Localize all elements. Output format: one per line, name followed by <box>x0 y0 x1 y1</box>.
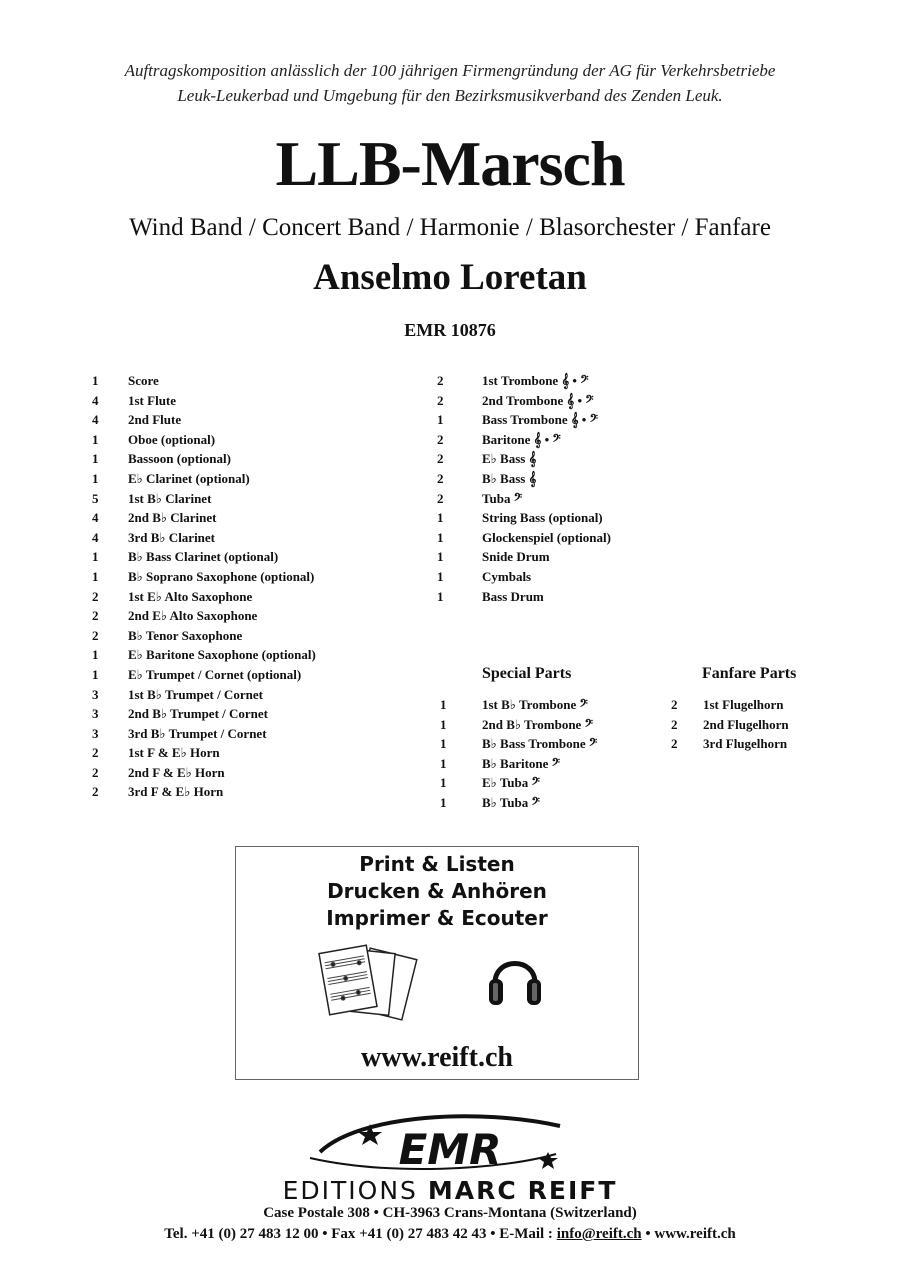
part-row <box>440 773 640 793</box>
part-quantity: 1 <box>92 647 99 663</box>
part-quantity: 2 <box>437 490 444 506</box>
part-quantity: 1 <box>92 431 99 447</box>
part-quantity: 3 <box>92 686 99 702</box>
part-row <box>437 449 657 469</box>
part-name: B♭ Tenor Saxophone <box>128 627 243 643</box>
part-quantity: 4 <box>92 510 99 526</box>
part-quantity: 1 <box>437 549 444 565</box>
part-row <box>437 528 657 548</box>
part-quantity: 2 <box>437 392 444 408</box>
part-name: Cymbals <box>482 568 532 584</box>
commission-line-2: Leuk-Leukerbad und Umgebung für den Bezirksmusikverband des Zenden Leuk. <box>177 86 723 105</box>
commission-line-1: Auftragskomposition anlässlich der 100 jährigen Firmengründung der AG für Verkehrsbetriebe <box>124 61 776 80</box>
part-quantity: 1 <box>437 588 444 604</box>
part-row <box>440 715 640 735</box>
part-row <box>92 508 392 528</box>
contact-website: • www.reift.ch <box>641 1226 736 1242</box>
contact-email-link[interactable]: info@reift.ch <box>556 1226 642 1242</box>
part-row <box>671 695 831 715</box>
fanfare-parts-list <box>671 695 831 754</box>
part-name: E♭ Bass 𝄞 <box>482 451 537 467</box>
part-row <box>92 763 392 783</box>
part-quantity: 5 <box>92 490 99 506</box>
part-quantity: 1 <box>92 549 99 565</box>
part-row <box>92 371 392 391</box>
part-name: Bass Drum <box>482 588 544 604</box>
instrumentation-list-right <box>437 371 657 606</box>
part-quantity: 1 <box>440 716 447 732</box>
part-name: Glockenspiel (optional) <box>482 529 611 545</box>
part-row <box>92 528 392 548</box>
part-row <box>92 782 392 802</box>
part-name: 1st F & E♭ Horn <box>128 745 220 761</box>
part-row <box>437 547 657 567</box>
part-row <box>92 606 392 626</box>
emr-logo <box>300 1108 600 1180</box>
part-quantity: 2 <box>671 736 678 752</box>
part-name: E♭ Trumpet / Cornet (optional) <box>128 666 302 682</box>
part-quantity: 2 <box>92 627 99 643</box>
part-quantity: 4 <box>92 392 99 408</box>
part-quantity: 1 <box>92 666 99 682</box>
promo-line-print-listen: Print & Listen <box>359 852 515 876</box>
part-quantity: 1 <box>440 755 447 771</box>
part-name: B♭ Soprano Saxophone (optional) <box>128 568 315 584</box>
part-row <box>92 704 392 724</box>
special-parts-list <box>440 695 640 813</box>
publisher-address: Case Postale 308 • CH-3963 Crans-Montana (Switzerland) <box>263 1205 637 1221</box>
special-parts-heading: Special Parts <box>482 665 572 682</box>
part-quantity: 4 <box>92 529 99 545</box>
part-name: B♭ Bass Trombone 𝄢 <box>482 736 598 752</box>
part-name: Baritone 𝄞 • 𝄢 <box>482 431 561 447</box>
part-name: 2nd Flugelhorn <box>703 716 789 732</box>
part-quantity: 2 <box>92 745 99 761</box>
instrumentation-list-left <box>92 371 392 802</box>
part-name: 2nd B♭ Trumpet / Cornet <box>128 706 268 722</box>
part-name: E♭ Tuba 𝄢 <box>482 775 540 791</box>
print-listen-box[interactable] <box>235 846 639 1080</box>
part-row <box>92 743 392 763</box>
publisher-contact <box>0 1224 900 1244</box>
part-quantity: 1 <box>437 412 444 428</box>
publisher-name <box>0 1176 900 1206</box>
ensemble-subtitle: Wind Band / Concert Band / Harmonie / Blasorchester / Fanfare <box>129 214 771 241</box>
part-name: Oboe (optional) <box>128 431 216 447</box>
part-name: 2nd B♭ Clarinet <box>128 510 217 526</box>
part-row <box>92 469 392 489</box>
part-quantity: 2 <box>437 470 444 486</box>
part-name: B♭ Bass Clarinet (optional) <box>128 549 279 565</box>
part-name: 3rd B♭ Trumpet / Cornet <box>128 725 267 741</box>
part-name: 2nd Flute <box>128 412 182 428</box>
part-row <box>671 715 831 735</box>
part-row <box>92 430 392 450</box>
part-name: 3rd F & E♭ Horn <box>128 784 224 800</box>
part-name: 1st Flugelhorn <box>703 697 784 712</box>
part-quantity: 1 <box>437 510 444 526</box>
publisher-word-editions: EDITIONS <box>282 1176 418 1205</box>
part-name: B♭ Tuba 𝄢 <box>482 794 540 810</box>
part-quantity: 1 <box>92 568 99 584</box>
part-quantity: 3 <box>92 706 99 722</box>
part-row <box>437 567 657 587</box>
part-quantity: 2 <box>92 784 99 800</box>
part-row <box>92 547 392 567</box>
part-quantity: 2 <box>92 588 99 604</box>
part-row <box>440 754 640 774</box>
part-name: 1st B♭ Trombone 𝄢 <box>482 697 588 712</box>
part-row <box>92 587 392 607</box>
part-quantity: 1 <box>440 794 447 810</box>
promo-website-link[interactable]: www.reift.ch <box>361 1042 513 1073</box>
part-row <box>92 626 392 646</box>
part-name: E♭ Baritone Saxophone (optional) <box>128 647 316 663</box>
part-name: Tuba 𝄢 <box>482 490 523 506</box>
part-row <box>92 449 392 469</box>
part-quantity: 1 <box>440 736 447 752</box>
part-name: Score <box>128 373 159 388</box>
part-row <box>440 695 640 715</box>
part-quantity: 1 <box>92 373 99 388</box>
part-name: B♭ Bass 𝄞 <box>482 470 537 486</box>
part-quantity: 2 <box>92 764 99 780</box>
page-title: LLB-Marsch <box>275 128 625 199</box>
part-name: E♭ Clarinet (optional) <box>128 470 250 486</box>
part-row <box>92 724 392 744</box>
part-quantity: 2 <box>92 608 99 624</box>
part-row <box>437 489 657 509</box>
publisher-word-marc: MARC <box>427 1176 518 1205</box>
part-name: 3rd B♭ Clarinet <box>128 529 216 545</box>
part-row <box>92 685 392 705</box>
emr-logo-text: EMR <box>398 1125 502 1174</box>
part-quantity: 3 <box>92 725 99 741</box>
part-name: 1st Trombone 𝄞 • 𝄢 <box>482 373 589 388</box>
part-name: 2nd F & E♭ Horn <box>128 764 225 780</box>
fanfare-parts-heading: Fanfare Parts <box>702 665 797 682</box>
headphones-icon <box>487 945 543 1011</box>
promo-line-drucken: Drucken & Anhören <box>327 879 547 903</box>
contact-phone-fax: Tel. +41 (0) 27 483 12 00 • Fax +41 (0) 27 483 42 43 • E-Mail : <box>164 1226 557 1242</box>
composer-name: Anselmo Loretan <box>313 257 587 298</box>
promo-line-imprimer: Imprimer & Ecouter <box>326 906 548 930</box>
part-name: Bass Trombone 𝄞 • 𝄢 <box>482 412 598 428</box>
part-quantity: 2 <box>437 431 444 447</box>
part-name: 2nd B♭ Trombone 𝄢 <box>482 716 593 732</box>
part-row <box>437 587 657 607</box>
sheet-music-icon <box>316 943 426 1025</box>
part-row <box>92 391 392 411</box>
part-name: 1st Flute <box>128 392 177 408</box>
part-name: B♭ Baritone 𝄢 <box>482 755 561 771</box>
part-row <box>440 734 640 754</box>
part-name: 1st E♭ Alto Saxophone <box>128 588 253 604</box>
part-name: 2nd E♭ Alto Saxophone <box>128 608 258 624</box>
part-row <box>671 734 831 754</box>
part-row <box>92 410 392 430</box>
part-name: Snide Drum <box>482 549 550 565</box>
part-quantity: 1 <box>92 451 99 467</box>
part-quantity: 2 <box>437 373 444 388</box>
part-name: 3rd Flugelhorn <box>703 736 788 752</box>
part-row <box>92 665 392 685</box>
part-quantity: 1 <box>440 775 447 791</box>
part-name: 1st B♭ Clarinet <box>128 490 212 506</box>
part-row <box>437 430 657 450</box>
part-row <box>437 469 657 489</box>
part-row <box>92 645 392 665</box>
part-row <box>437 371 657 391</box>
part-row <box>92 567 392 587</box>
part-name: 1st B♭ Trumpet / Cornet <box>128 686 263 702</box>
part-quantity: 1 <box>437 529 444 545</box>
commission-note <box>0 58 900 108</box>
part-name: Bassoon (optional) <box>128 451 231 467</box>
part-row <box>437 391 657 411</box>
part-quantity: 1 <box>92 470 99 486</box>
part-quantity: 2 <box>437 451 444 467</box>
part-row <box>92 489 392 509</box>
publisher-word-reift: REIFT <box>527 1176 618 1205</box>
part-row <box>437 508 657 528</box>
part-name: 2nd Trombone 𝄞 • 𝄢 <box>482 392 594 408</box>
part-quantity: 1 <box>437 568 444 584</box>
catalog-number: EMR 10876 <box>404 320 496 340</box>
part-quantity: 1 <box>440 697 447 712</box>
part-row <box>437 410 657 430</box>
part-row <box>440 793 640 813</box>
part-quantity: 2 <box>671 716 678 732</box>
part-name: String Bass (optional) <box>482 510 603 526</box>
part-quantity: 2 <box>671 697 678 712</box>
part-quantity: 4 <box>92 412 99 428</box>
